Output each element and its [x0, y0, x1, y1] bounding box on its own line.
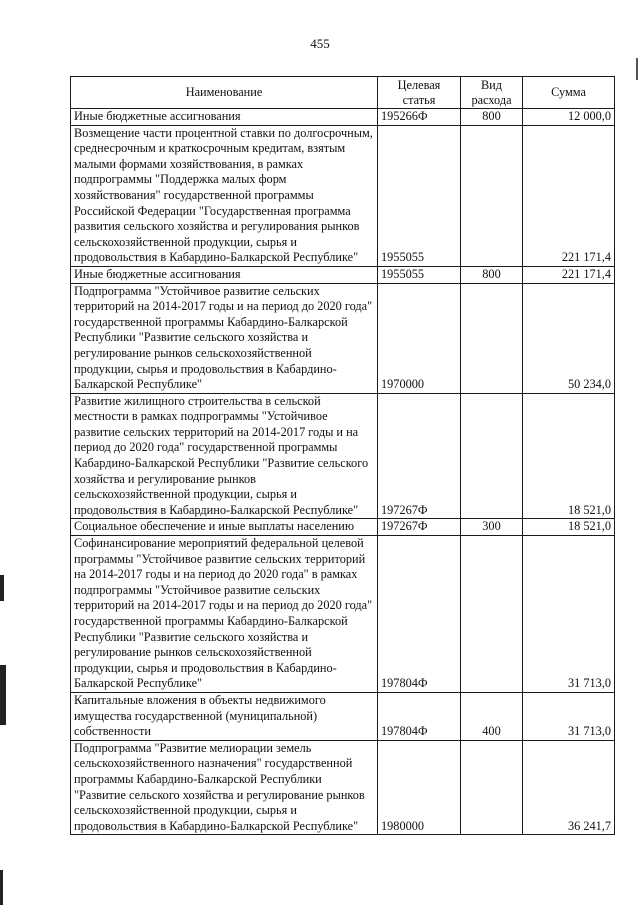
row-name: Подпрограмма "Развитие мелиорации земель сельскохозяйственного назначения" государственной программы Кабардино-Балкарской Республики "Развитие сельского хозяйства и регулирование рынков сельскохозяйственной продукции, сырья и продовольствия в Кабардино-Балкарской Республике": [71, 740, 378, 835]
header-type: Вид расхода: [461, 77, 523, 109]
row-code: 197267Ф: [378, 393, 461, 519]
scan-mark: [0, 665, 6, 725]
row-type: [461, 283, 523, 393]
table-row: [71, 536, 615, 693]
budget-table: [70, 76, 615, 835]
row-code: 197804Ф: [378, 692, 461, 740]
edge-mark: [636, 58, 638, 80]
row-name: Социальное обеспечение и иные выплаты населению: [71, 519, 378, 536]
row-code: 197267Ф: [378, 519, 461, 536]
table-row: [71, 393, 615, 519]
row-name: Развитие жилищного строительства в сельской местности в рамках подпрограммы "Устойчивое развитие сельских территорий на 2014-2017 годы и на период до 2020 года" государственной программы Кабардино-Балкарской Республики "Развитие сельского хозяйства и регулирование рынков сельскохозяйственной продукции, сырья и продовольствия в Кабардино-Балкарской Республике": [71, 393, 378, 519]
row-sum: 36 241,7: [523, 740, 615, 835]
row-type: [461, 393, 523, 519]
row-sum: 221 171,4: [523, 266, 615, 283]
row-sum: 18 521,0: [523, 393, 615, 519]
row-code: 1955055: [378, 125, 461, 266]
table-row: [71, 266, 615, 283]
table-header-row: [71, 77, 615, 109]
row-sum: 31 713,0: [523, 536, 615, 693]
row-name: Возмещение части процентной ставки по долгосрочным, среднесрочным и краткосрочным кредитам, взятым малыми формами хозяйствования, в рамках подпрограммы "Поддержка малых форм хозяйствования" государственной программы Российской Федерации "Государственная программа развития сельского хозяйства и регулирования рынков сельскохозяйственной продукции, сырья и продовольствия в Кабардино-Балкарской Республике": [71, 125, 378, 266]
table-row: [71, 283, 615, 393]
row-code: 195266Ф: [378, 109, 461, 126]
row-name: Иные бюджетные ассигнования: [71, 109, 378, 126]
row-sum: 50 234,0: [523, 283, 615, 393]
table-row: [71, 692, 615, 740]
row-name: Капитальные вложения в объекты недвижимого имущества государственной (муниципальной) собственности: [71, 692, 378, 740]
row-sum: 12 000,0: [523, 109, 615, 126]
row-code: 1970000: [378, 283, 461, 393]
scan-mark: [0, 870, 3, 905]
header-sum: Сумма: [523, 77, 615, 109]
row-type: 300: [461, 519, 523, 536]
row-sum: 221 171,4: [523, 125, 615, 266]
row-type: [461, 536, 523, 693]
row-name: Иные бюджетные ассигнования: [71, 266, 378, 283]
row-type: [461, 125, 523, 266]
row-type: 400: [461, 692, 523, 740]
row-code: 197804Ф: [378, 536, 461, 693]
table-row: [71, 740, 615, 835]
header-name: Наименование: [71, 77, 378, 109]
row-type: 800: [461, 266, 523, 283]
table-row: [71, 125, 615, 266]
row-sum: 31 713,0: [523, 692, 615, 740]
page-number: 455: [310, 36, 330, 51]
row-type: [461, 740, 523, 835]
scan-mark: [0, 575, 4, 601]
table-row: [71, 519, 615, 536]
row-name: Софинансирование мероприятий федеральной целевой программы "Устойчивое развитие сельских территорий на 2014-2017 годы и на период до 2020 года" в рамках подпрограммы "Устойчивое развитие сельских территорий на 2014-2017 годы и на период до 2020 года" государственной программы Кабардино-Балкарской Республики "Развитие сельского хозяйства и регулирование рынков сельскохозяйственной продукции, сырья и продовольствия в Кабардино-Балкарской Республике": [71, 536, 378, 693]
row-code: 1955055: [378, 266, 461, 283]
row-type: 800: [461, 109, 523, 126]
table-row: [71, 109, 615, 126]
header-code: Целевая статья: [378, 77, 461, 109]
row-sum: 18 521,0: [523, 519, 615, 536]
row-name: Подпрограмма "Устойчивое развитие сельских территорий на 2014-2017 годы и на период до 2020 года" государственной программы Кабардино-Балкарской Республики "Развитие сельского хозяйства и регулирование рынков сельскохозяйственной продукции, сырья и продовольствия в Кабардино-Балкарской Республике": [71, 283, 378, 393]
row-code: 1980000: [378, 740, 461, 835]
